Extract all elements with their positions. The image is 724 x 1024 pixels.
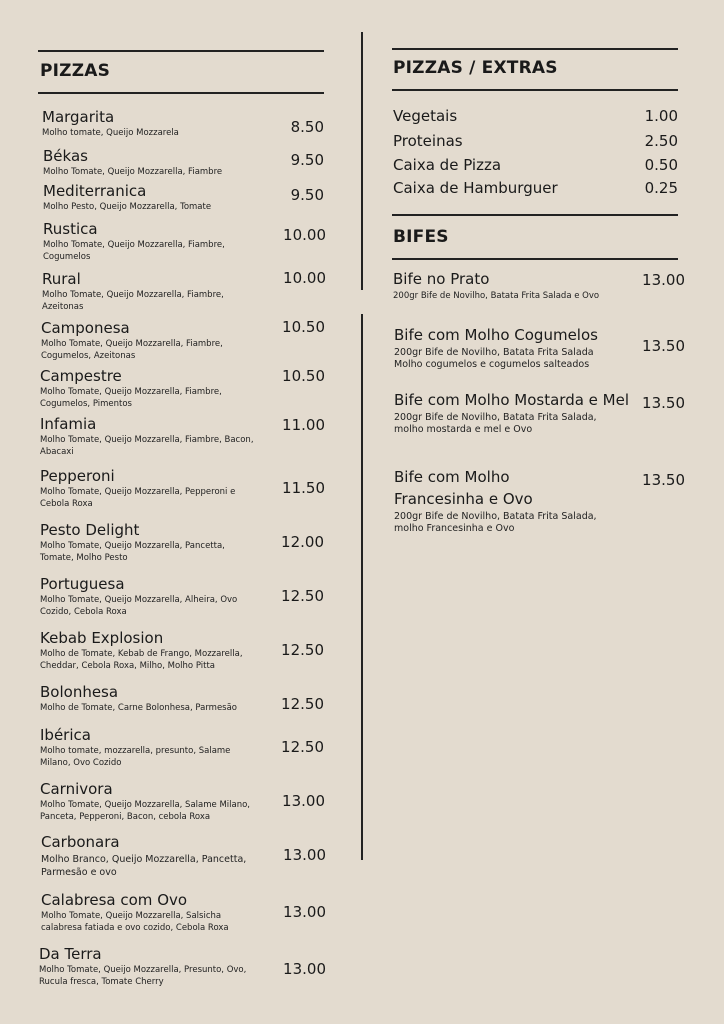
menu-item-bife-mostarda-mel	[394, 389, 629, 436]
pizzas-title: PIZZAS	[40, 61, 111, 81]
item-name: Campestre	[40, 367, 122, 385]
item-name: Ibérica	[40, 726, 91, 744]
item-price: 12.50	[281, 587, 324, 605]
bifes-title-rule	[392, 258, 678, 260]
item-description: Molho Tomate, Queijo Mozzarella, Fiambre, Bacon, Abacaxi	[40, 435, 254, 457]
item-name: Pepperoni	[40, 467, 115, 485]
item-name: Bife com Molho Mostarda e Mel	[394, 391, 630, 409]
item-description: Molho Tomate, Queijo Mozzarella, Pancetta, Tomate, Molho Pesto	[40, 541, 225, 563]
item-name: Bife com Molho Francesinha e Ovo	[394, 468, 533, 508]
column-divider-upper	[361, 32, 363, 290]
item-description: Molho Tomate, Queijo Mozzarella, Fiambre, Cogumelos	[43, 240, 225, 262]
item-price: 13.00	[642, 271, 685, 289]
pizzas-top-rule	[38, 50, 324, 52]
item-price: 12.50	[281, 695, 324, 713]
menu-item-portuguesa	[40, 575, 255, 618]
extras-bottom-rule	[392, 214, 678, 216]
item-description: 200gr Bife de Novilho, Batata Frita Salada, molho Francesinha e Ovo	[394, 511, 597, 534]
item-description: Molho Tomate, Queijo Mozzarella, Pepperoni e Cebola Roxa	[40, 487, 236, 509]
item-price: 9.50	[290, 186, 324, 204]
item-price: 12.00	[281, 533, 324, 551]
item-description: Molho tomate, Queijo Mozzarela	[42, 128, 179, 138]
menu-item-da-terra	[39, 945, 264, 988]
item-price: 8.50	[290, 118, 324, 136]
item-price: 13.50	[642, 394, 685, 412]
menu-item-bolonhesa	[40, 683, 280, 715]
extras-top-rule	[392, 48, 678, 50]
item-price: 13.00	[283, 846, 326, 864]
menu-item-carbonara	[41, 833, 266, 879]
item-name: Mediterranica	[43, 182, 147, 200]
item-name: Portuguesa	[40, 575, 125, 593]
item-price: 13.50	[642, 471, 685, 489]
extra-price: 1.00	[644, 107, 678, 125]
item-price: 13.00	[283, 960, 326, 978]
extra-item-proteinas: Proteinas	[393, 132, 463, 150]
item-name: Calabresa com Ovo	[41, 891, 188, 909]
extras-title: PIZZAS / EXTRAS	[393, 58, 558, 78]
item-name: Békas	[43, 147, 88, 165]
item-description: Molho Tomate, Queijo Mozzarella, Presunto, Ovo, Rucula fresca, Tomate Cherry	[39, 965, 247, 987]
item-description: Molho de Tomate, Kebab de Frango, Mozzarella, Cheddar, Cebola Roxa, Milho, Molho Pitta	[40, 649, 243, 671]
extra-price: 0.25	[644, 179, 678, 197]
menu-item-bife-no-prato	[393, 268, 638, 303]
menu-item-carnivora	[40, 780, 265, 823]
item-price: 10.00	[283, 226, 326, 244]
menu-item-margarita	[42, 108, 282, 140]
menu-item-calabresa-com-ovo	[41, 891, 251, 934]
item-price: 13.50	[642, 337, 685, 355]
item-description: 200gr Bife de Novilho, Batata Frita Salada, molho mostarda e mel e Ovo	[394, 412, 597, 435]
item-description: Molho Tomate, Queijo Mozzarella, Salame Milano, Panceta, Pepperoni, Bacon, cebola Roxa	[40, 800, 251, 822]
menu-item-bekas	[43, 147, 283, 179]
item-description: Molho tomate, mozzarella, presunto, Salame Milano, Ovo Cozido	[40, 746, 231, 768]
extra-price: 2.50	[644, 132, 678, 150]
menu-item-infamia	[40, 415, 265, 458]
item-price: 11.00	[282, 416, 325, 434]
item-price: 10.00	[283, 269, 326, 287]
item-description: 200gr Bife de Novilho, Batata Frita Salada e Ovo	[393, 291, 600, 301]
item-name: Da Terra	[39, 945, 102, 963]
item-description: 200gr Bife de Novilho, Batata Frita Salada Molho cogumelos e cogumelos salteados	[394, 347, 594, 370]
item-name: Bife com Molho Cogumelos	[394, 326, 598, 344]
menu-item-pepperoni	[40, 467, 255, 510]
item-price: 13.00	[283, 903, 326, 921]
menu-item-rustica	[43, 220, 273, 263]
menu-item-kebab-explosion	[40, 629, 265, 672]
extra-item-caixa-pizza: Caixa de Pizza	[393, 156, 502, 174]
item-description: Molho Pesto, Queijo Mozzarella, Tomate	[43, 202, 212, 212]
item-name: Carbonara	[41, 833, 120, 851]
item-name: Rural	[42, 270, 81, 288]
menu-item-iberica	[40, 726, 255, 769]
item-name: Infamia	[40, 415, 97, 433]
menu-item-rural	[42, 270, 257, 313]
item-price: 10.50	[282, 367, 325, 385]
item-description: Molho Tomate, Queijo Mozzarella, Fiambre, Azeitonas	[42, 290, 224, 312]
item-description: Molho Tomate, Queijo Mozzarella, Fiambre, Cogumelos, Azeitonas	[41, 339, 223, 361]
menu-item-campestre	[40, 367, 255, 410]
item-name: Pesto Delight	[40, 521, 140, 539]
item-name: Kebab Explosion	[40, 629, 164, 647]
item-description: Molho Branco, Queijo Mozzarella, Pancetta, Parmesão e ovo	[41, 854, 247, 878]
item-price: 12.50	[281, 641, 324, 659]
extra-price: 0.50	[644, 156, 678, 174]
bifes-title: BIFES	[393, 227, 449, 247]
menu-item-mediterranica	[43, 182, 283, 214]
item-price: 11.50	[282, 479, 325, 497]
item-description: Molho Tomate, Queijo Mozzarella, Fiambre	[43, 167, 223, 177]
item-description: Molho de Tomate, Carne Bolonhesa, Parmesão	[40, 703, 238, 713]
item-name: Carnivora	[40, 780, 113, 798]
column-divider-lower	[361, 314, 363, 860]
extra-item-vegetais: Vegetais	[393, 107, 458, 125]
menu-item-pesto-delight	[40, 521, 250, 564]
extra-item-caixa-hamburguer: Caixa de Hamburguer	[393, 179, 558, 197]
item-description: Molho Tomate, Queijo Mozzarella, Salsicha calabresa fatiada e ovo cozido, Cebola Roxa	[41, 911, 229, 933]
pizzas-title-rule	[38, 92, 324, 94]
extras-title-rule	[392, 89, 678, 91]
menu-item-bife-francesinha-ovo	[394, 466, 597, 535]
item-price: 13.00	[282, 792, 325, 810]
item-price: 9.50	[290, 151, 324, 169]
item-description: Molho Tomate, Queijo Mozzarella, Alheira, Ovo Cozido, Cebola Roxa	[40, 595, 238, 617]
item-name: Bife no Prato	[393, 270, 490, 288]
item-name: Margarita	[42, 108, 115, 126]
item-name: Bolonhesa	[40, 683, 119, 701]
item-name: Rustica	[43, 220, 98, 238]
item-price: 12.50	[281, 738, 324, 756]
item-price: 10.50	[282, 318, 325, 336]
menu-item-bife-cogumelos	[394, 324, 634, 371]
menu-item-camponesa	[41, 319, 256, 362]
item-name: Camponesa	[41, 319, 130, 337]
item-description: Molho Tomate, Queijo Mozzarella, Fiambre, Cogumelos, Pimentos	[40, 387, 222, 409]
